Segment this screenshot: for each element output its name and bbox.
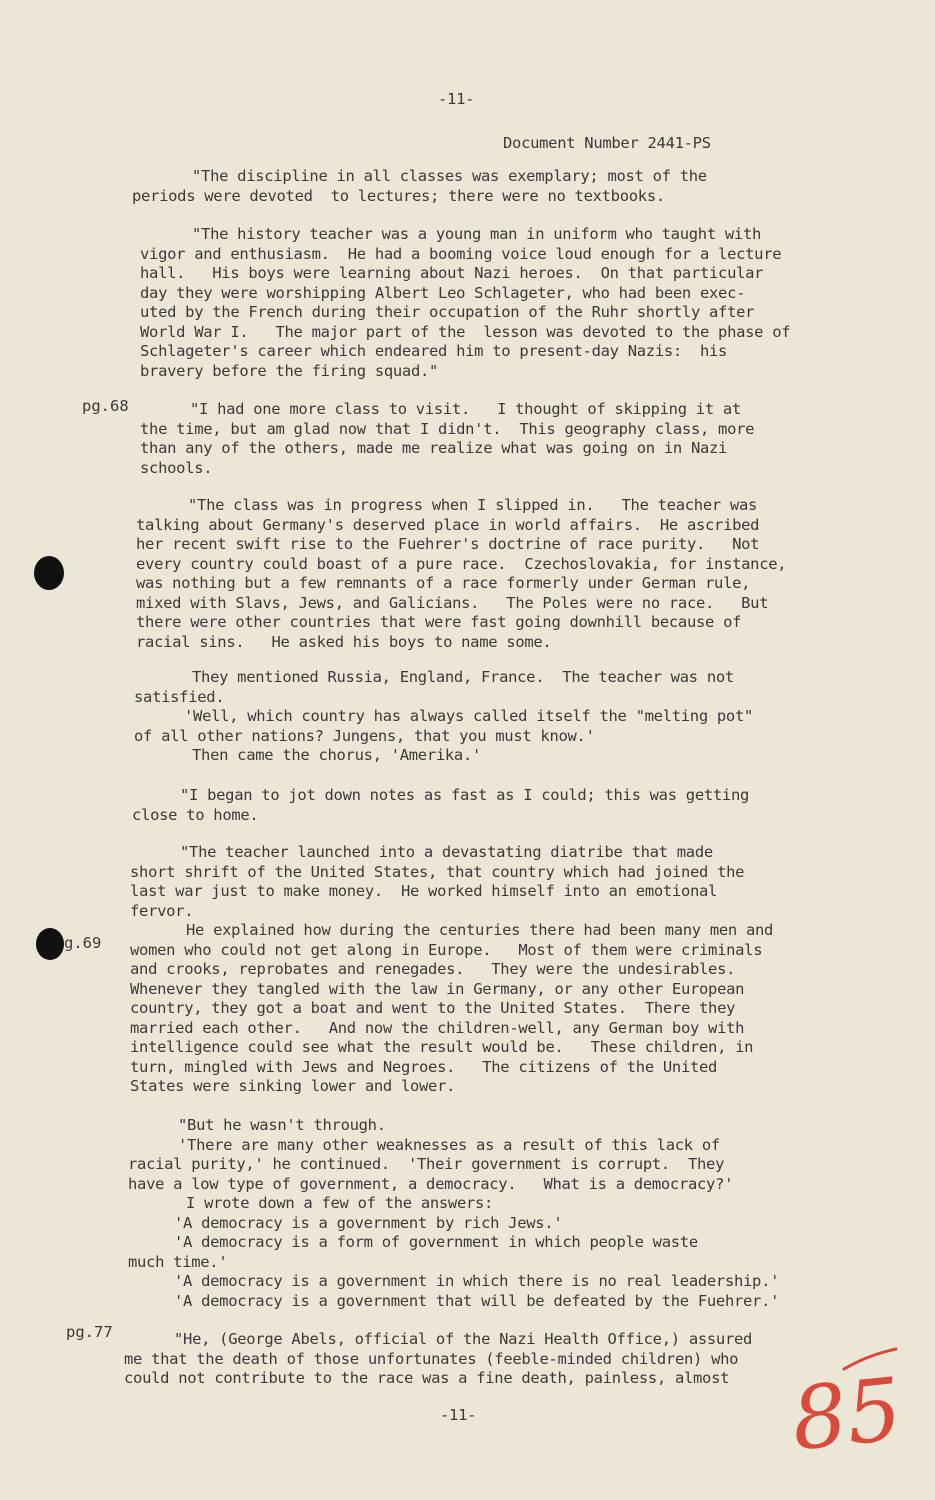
text-line: married each other. And now the children-well, any German boy with [130, 1018, 745, 1037]
paragraph-6 [132, 786, 812, 825]
text-line: mixed with Slavs, Jews, and Galicians. The Poles were no race. But [136, 593, 769, 612]
document-number: Document Number 2441-PS [503, 134, 711, 152]
text-line: I wrote down a few of the answers: [186, 1194, 494, 1212]
text-line: 'A democracy is a government in which there is no real leadership.' [174, 1272, 780, 1290]
text-line: World War I. The major part of the lesson was devoted to the phase of [140, 322, 791, 341]
paragraph-1 [132, 167, 812, 206]
text-line: country, they got a boat and went to the United States. There they [130, 999, 736, 1017]
margin-note-pg69: g.69 [64, 934, 102, 952]
text-line: close to home. [132, 805, 259, 824]
text-line: satisfied. [134, 687, 225, 706]
page-number-top: -11- [438, 90, 475, 108]
punch-hole-top [34, 556, 64, 590]
text-line: turn, mingled with Jews and Negroes. The citizens of the United [130, 1057, 718, 1076]
text-line: "The history teacher was a young man in uniform who taught with [192, 225, 762, 243]
text-line: They mentioned Russia, England, France. The teacher was not [192, 668, 734, 686]
text-line: Schlageter's career which endeared him to present-day Nazis: his [140, 342, 728, 360]
text-line: than any of the others, made me realize what was going on in Nazi [140, 439, 728, 457]
text-line: 'There are many other weaknesses as a result of this lack of [178, 1135, 720, 1154]
text-line: every country could boast of a pure race. Czechoslovakia, for instance, [136, 554, 787, 573]
text-line: "I had one more class to visit. I thought of skipping it at [190, 400, 741, 418]
text-line: "The class was in progress when I slipped in. The teacher was [188, 496, 758, 514]
text-line: periods were devoted to lectures; there were no textbooks. [132, 186, 665, 205]
punch-hole-bottom [36, 928, 64, 960]
text-line: bravery before the firing squad." [140, 361, 439, 380]
text-line: short shrift of the United States, that country which had joined the [130, 862, 745, 881]
text-line: "The teacher launched into a devastating diatribe that made [180, 843, 713, 861]
text-line: hall. His boys were learning about Nazi heroes. On that particular [140, 264, 764, 282]
text-line: vigor and enthusiasm. He had a booming voice loud enough for a lecture [140, 244, 782, 263]
paragraph-5 [134, 668, 814, 766]
text-line: intelligence could see what the result would be. These children, in [130, 1038, 754, 1056]
handwritten-page-mark: 85 [787, 1359, 907, 1471]
page-number-bottom: -11- [440, 1406, 477, 1424]
paragraph-7 [130, 843, 810, 1097]
text-line: Then came the chorus, 'Amerika.' [192, 746, 482, 764]
text-line: much time.' [128, 1252, 228, 1271]
red-ink-stroke [840, 1345, 900, 1375]
margin-note-pg68: pg.68 [82, 397, 129, 415]
text-line: me that the death of those unfortunates (feeble-minded children) who [124, 1349, 739, 1368]
text-line: 'Well, which country has always called itself the "melting pot" [184, 707, 754, 725]
text-line: 'A democracy is a government by rich Jews.' [174, 1213, 563, 1232]
text-line: the time, but am glad now that I didn't. This geography class, more [140, 419, 755, 438]
text-line: women who could not get along in Europe. Most of them were criminals [130, 940, 763, 959]
text-line: day they were worshipping Albert Leo Schlageter, who had been exec- [140, 283, 746, 302]
text-line: "He, (George Abels, official of the Nazi Health Office,) assured [174, 1330, 753, 1348]
text-line: last war just to make money. He worked himself into an emotional [130, 882, 718, 900]
text-line: could not contribute to the race was a fine death, painless, almost [124, 1369, 730, 1387]
paragraph-2 [140, 225, 820, 381]
text-line: "But he wasn't through. [178, 1116, 386, 1134]
text-line: there were other countries that were fast going downhill because of [136, 613, 742, 631]
text-line: 'A democracy is a government that will be defeated by the Fuehrer.' [174, 1291, 780, 1310]
paragraph-9 [124, 1330, 804, 1389]
text-line: have a low type of government, a democracy. What is a democracy?' [128, 1174, 734, 1193]
paragraph-3 [140, 400, 820, 478]
text-line: racial purity,' he continued. 'Their government is corrupt. They [128, 1155, 725, 1173]
paragraph-4 [136, 496, 816, 652]
text-line: talking about Germany's deserved place in world affairs. He ascribed [136, 515, 760, 534]
text-line: States were sinking lower and lower. [130, 1077, 456, 1095]
text-line: schools. [140, 458, 213, 477]
text-line: and crooks, reprobates and renegades. They were the undesirables. [130, 960, 736, 978]
text-line: uted by the French during their occupation of the Ruhr shortly after [140, 303, 755, 321]
text-line: 'A democracy is a form of government in which people waste [174, 1233, 698, 1251]
text-line: "I began to jot down notes as fast as I could; this was getting [180, 786, 750, 804]
text-line: fervor. [130, 901, 194, 920]
text-line: her recent swift rise to the Fuehrer's doctrine of race purity. Not [136, 535, 760, 553]
text-line: He explained how during the centuries there had been many men and [186, 921, 774, 939]
text-line: was nothing but a few remnants of a race formerly under German rule, [136, 574, 751, 592]
text-line: of all other nations? Jungens, that you must know.' [134, 726, 595, 745]
paragraph-8 [128, 1116, 808, 1311]
margin-note-pg77: pg.77 [66, 1323, 113, 1341]
text-line: "The discipline in all classes was exemplary; most of the [192, 167, 707, 185]
text-line: Whenever they tangled with the law in Germany, or any other European [130, 979, 745, 998]
text-line: racial sins. He asked his boys to name some. [136, 632, 552, 651]
